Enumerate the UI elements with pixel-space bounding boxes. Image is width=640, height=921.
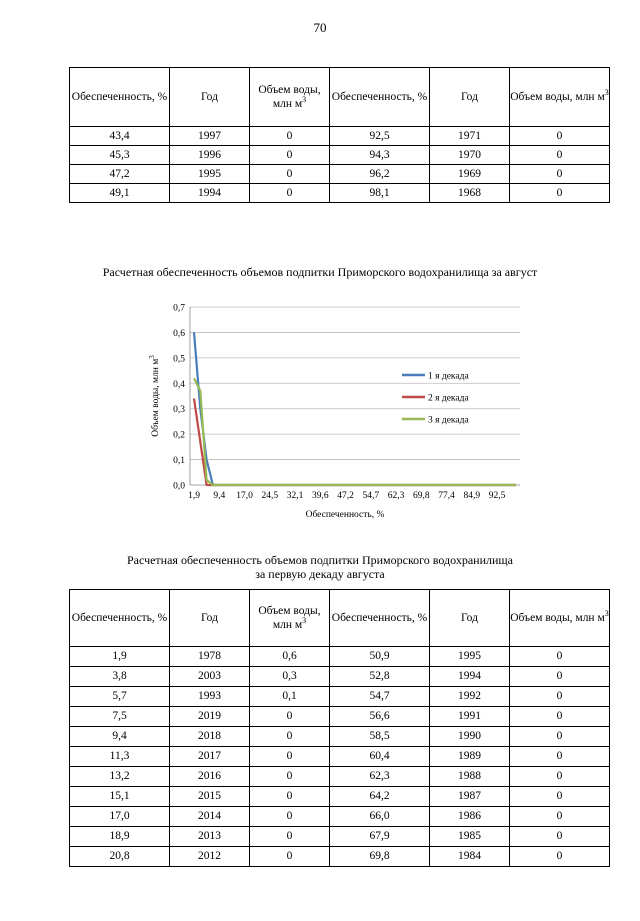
table-cell: 0 <box>510 667 610 687</box>
series-line-2 <box>194 399 516 486</box>
table-row <box>70 647 610 667</box>
table-row <box>70 747 610 767</box>
table-cell: 3,8 <box>70 667 170 687</box>
x-tick-label: 47,2 <box>337 491 354 501</box>
table-cell: 1978 <box>170 647 250 667</box>
table-cell: 2019 <box>170 707 250 727</box>
table-cell: 2017 <box>170 747 250 767</box>
x-tick-label: 1,9 <box>188 491 200 501</box>
table-cell: 62,3 <box>330 767 430 787</box>
y-axis-title-sup: 3 <box>148 355 156 359</box>
table-cell: 1969 <box>430 165 510 184</box>
table-cell: 43,4 <box>70 127 170 146</box>
header-provision: Обеспеченность, % <box>70 68 170 127</box>
table-cell: 66,0 <box>330 807 430 827</box>
table-row <box>70 127 610 146</box>
header-provision: Обеспеченность, % <box>70 590 170 647</box>
table-cell: 50,9 <box>330 647 430 667</box>
table-cell: 94,3 <box>330 146 430 165</box>
table-cell: 1992 <box>430 687 510 707</box>
table-cell: 0 <box>510 747 610 767</box>
table-cell: 69,8 <box>330 847 430 867</box>
table-cell: 1984 <box>430 847 510 867</box>
table-row <box>70 184 610 203</box>
page-number: 70 <box>313 20 327 35</box>
table-row <box>70 727 610 747</box>
legend-label: 3 я декада <box>428 415 469 426</box>
table-cell: 92,5 <box>330 127 430 146</box>
table-row <box>70 787 610 807</box>
table-cell: 1971 <box>430 127 510 146</box>
table-cell: 47,2 <box>70 165 170 184</box>
table-row <box>70 165 610 184</box>
table-cell: 54,7 <box>330 687 430 707</box>
table-cell: 0 <box>250 165 330 184</box>
table-cell: 9,4 <box>70 727 170 747</box>
table2-caption-line1: Расчетная обеспеченность объемов подпитки Приморского водохранилища <box>126 553 513 567</box>
table-cell: 0 <box>510 165 610 184</box>
table-cell: 49,1 <box>70 184 170 203</box>
table-cell: 1997 <box>170 127 250 146</box>
legend-label: 2 я декада <box>428 393 469 404</box>
table-cell: 64,2 <box>330 787 430 807</box>
x-tick-label: 24,5 <box>261 491 279 501</box>
x-tick-label: 84,9 <box>463 491 481 501</box>
table-cell: 2012 <box>170 847 250 867</box>
table-cell: 0 <box>250 827 330 847</box>
header-year: Год <box>430 590 510 647</box>
x-tick-label: 32,1 <box>286 491 304 501</box>
y-tick-label: 0,5 <box>173 354 185 365</box>
table-cell: 0 <box>510 184 610 203</box>
table-provision-first-decade <box>69 589 610 867</box>
x-tick-label: 54,7 <box>362 491 380 501</box>
table-cell: 13,2 <box>70 767 170 787</box>
table-row <box>70 767 610 787</box>
x-tick-label: 77,4 <box>438 491 455 501</box>
table-cell: 0,6 <box>250 647 330 667</box>
table-cell: 0 <box>250 847 330 867</box>
table-cell: 0 <box>510 787 610 807</box>
table-cell: 20,8 <box>70 847 170 867</box>
table-cell: 0 <box>250 707 330 727</box>
header-water-volume: Объем воды, млн $м^3$ <box>250 590 330 647</box>
table-cell: 58,5 <box>330 727 430 747</box>
table-cell: 0 <box>510 767 610 787</box>
table-cell: 2014 <box>170 807 250 827</box>
table-cell: 0,1 <box>250 687 330 707</box>
table2-caption <box>0 553 640 581</box>
table-cell: 0 <box>250 787 330 807</box>
table-cell: 0 <box>250 146 330 165</box>
table-row <box>70 807 610 827</box>
table-cell: 0 <box>510 807 610 827</box>
x-tick-label: 9,4 <box>213 491 226 501</box>
table-cell: 0 <box>510 727 610 747</box>
header-provision: Обеспеченность, % <box>330 68 430 127</box>
table-cell: 1987 <box>430 787 510 807</box>
header-year: Год <box>430 68 510 127</box>
table-cell: 11,3 <box>70 747 170 767</box>
y-tick-label: 0,7 <box>173 303 185 314</box>
table-cell: 17,0 <box>70 807 170 827</box>
y-tick-label: 0,1 <box>173 456 185 467</box>
y-tick-label: 0,0 <box>173 481 185 492</box>
table-cell: 1993 <box>170 687 250 707</box>
table-cell: 0 <box>510 146 610 165</box>
x-tick-label: 92,5 <box>488 491 506 501</box>
table-cell: 0 <box>510 127 610 146</box>
table-cell: 0 <box>510 827 610 847</box>
table-row <box>70 827 610 847</box>
legend-label: 1 я декада <box>428 371 469 382</box>
table-cell: 2003 <box>170 667 250 687</box>
provision-line-chart <box>140 295 530 525</box>
table-cell: 18,9 <box>70 827 170 847</box>
table-cell: 0 <box>250 127 330 146</box>
table-cell: 1990 <box>430 727 510 747</box>
table-cell: 56,6 <box>330 707 430 727</box>
table-cell: 1995 <box>170 165 250 184</box>
header-year: Год <box>170 68 250 127</box>
x-tick-label: 17,0 <box>236 491 253 501</box>
table-cell: 2018 <box>170 727 250 747</box>
x-axis-title: Обеспеченность, % <box>305 510 385 520</box>
table-cell: 0 <box>510 707 610 727</box>
y-axis-title-text: Объем воды, млн м <box>151 358 161 437</box>
table-header-row <box>70 68 610 127</box>
table-row <box>70 847 610 867</box>
table-cell: 1970 <box>430 146 510 165</box>
table-cell: 0 <box>510 687 610 707</box>
table-cell: 7,5 <box>70 707 170 727</box>
table-cell: 60,4 <box>330 747 430 767</box>
table-row <box>70 707 610 727</box>
table-cell: 0 <box>250 727 330 747</box>
table-cell: 45,3 <box>70 146 170 165</box>
table-cell: 1989 <box>430 747 510 767</box>
table-cell: 1988 <box>430 767 510 787</box>
table-cell: 0 <box>250 807 330 827</box>
table-cell: 0 <box>250 747 330 767</box>
table-row <box>70 146 610 165</box>
table-row <box>70 687 610 707</box>
header-water-volume: Объем воды, млн $м^3$ <box>510 68 610 127</box>
table-cell: 0,3 <box>250 667 330 687</box>
table-cell: 2016 <box>170 767 250 787</box>
y-axis-title <box>148 355 161 437</box>
table-cell: 1,9 <box>70 647 170 667</box>
y-tick-label: 0,2 <box>173 430 185 441</box>
table-cell: 0 <box>510 647 610 667</box>
table-provision-top <box>69 67 610 203</box>
table-header-row <box>70 590 610 647</box>
header-provision: Обеспеченность, % <box>330 590 430 647</box>
table-cell: 1994 <box>430 667 510 687</box>
table-cell: 0 <box>250 767 330 787</box>
header-water-volume: Объем воды, млн $м^3$ <box>250 68 330 127</box>
table-cell: 1995 <box>430 647 510 667</box>
table-cell: 1985 <box>430 827 510 847</box>
table-cell: 15,1 <box>70 787 170 807</box>
x-tick-label: 69,8 <box>412 491 430 501</box>
table-cell: 96,2 <box>330 165 430 184</box>
table-cell: 2015 <box>170 787 250 807</box>
table-cell: 0 <box>510 847 610 867</box>
table2-caption-line2: за первую декаду августа <box>255 567 385 581</box>
table-cell: 1968 <box>430 184 510 203</box>
table-cell: 1996 <box>170 146 250 165</box>
y-tick-label: 0,6 <box>173 328 185 339</box>
chart-title: Расчетная обеспеченность объемов подпитки Приморского водохранилища за август <box>102 265 538 279</box>
table-cell: 52,8 <box>330 667 430 687</box>
table-cell: 5,7 <box>70 687 170 707</box>
table-cell: 98,1 <box>330 184 430 203</box>
table-cell: 1986 <box>430 807 510 827</box>
table-cell: 0 <box>250 184 330 203</box>
table-cell: 1994 <box>170 184 250 203</box>
header-water-volume: Объем воды, млн $м^3$ <box>510 590 610 647</box>
table-cell: 2013 <box>170 827 250 847</box>
header-year: Год <box>170 590 250 647</box>
table-cell: 67,9 <box>330 827 430 847</box>
y-tick-label: 0,4 <box>173 379 185 390</box>
x-tick-label: 39,6 <box>311 491 329 501</box>
y-tick-label: 0,3 <box>173 405 185 416</box>
table-row <box>70 667 610 687</box>
x-tick-label: 62,3 <box>387 491 405 501</box>
table-cell: 1991 <box>430 707 510 727</box>
